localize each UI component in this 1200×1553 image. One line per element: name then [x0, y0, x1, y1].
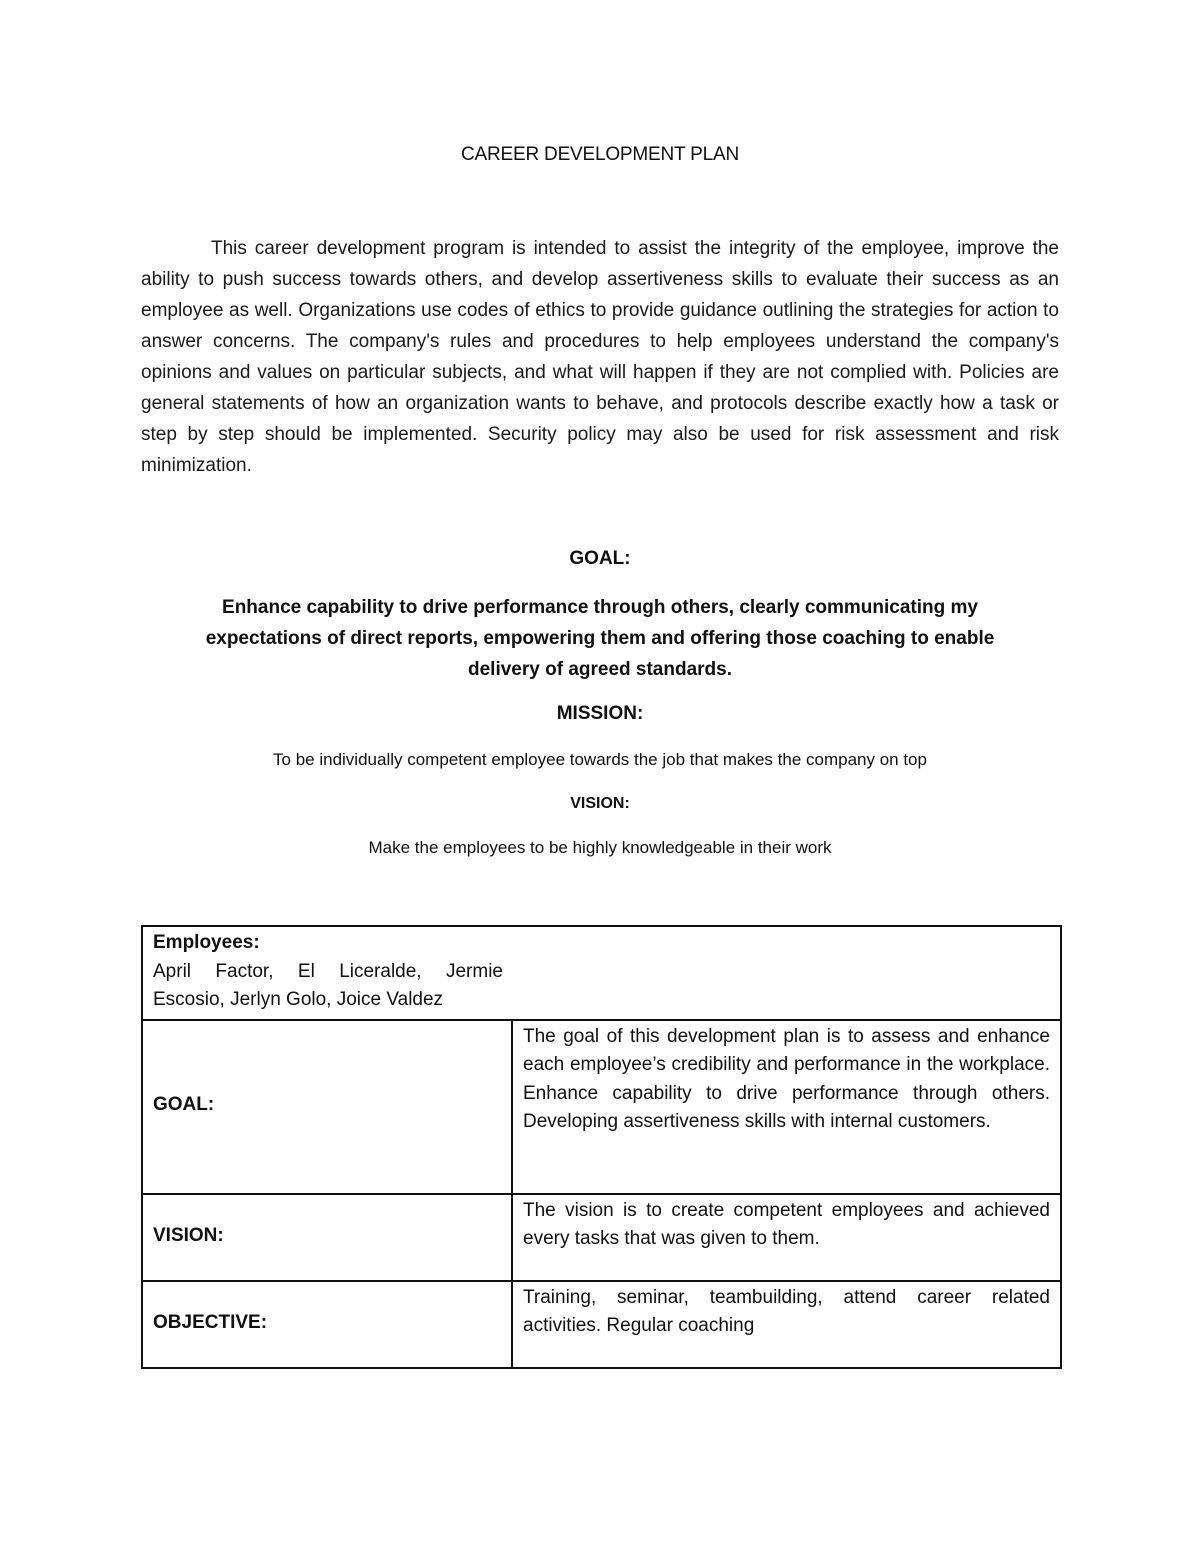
table-row-employees	[142, 926, 1061, 1020]
employees-cell	[142, 926, 1061, 1020]
page-title: CAREER DEVELOPMENT PLAN	[460, 144, 740, 165]
row-label-objective: OBJECTIVE:	[142, 1281, 512, 1368]
mission-statement: To be individually competent employee towards the job that makes the company on top	[273, 750, 927, 769]
vision-statement: Make the employees to be highly knowledgeable in their work	[368, 838, 832, 857]
row-content-objective: Training, seminar, teambuilding, attend career related activities. Regular coaching	[512, 1281, 1061, 1368]
row-label-goal: GOAL:	[142, 1020, 512, 1194]
goal-statement: Enhance capability to drive performance through others, clearly communicating my expectations of direct reports, empowering them and offering those coaching to enable delivery of agreed standards.	[205, 597, 995, 680]
table-row-vision	[142, 1194, 1061, 1281]
row-label-vision: VISION:	[142, 1194, 512, 1281]
intro-paragraph: This career development program is intended to assist the integrity of the employee, improve the ability to push success towards others, and develop assertiveness skills to evaluate their success as an employee as well. Organizations use codes of ethics to provide guidance outlining the strategies for action to answer concerns. The company's rules and procedures to help employees understand the company's opinions and values on particular subjects, and what will happen if they are not complied with. Policies are general statements of how an organization wants to behave, and protocols describe exactly how a task or step by step should be implemented. Security policy may also be used for risk assessment and risk minimization.	[141, 238, 1059, 476]
mission-heading: MISSION:	[556, 703, 644, 724]
employees-label: Employees:	[153, 932, 260, 953]
table-row-goal	[142, 1020, 1061, 1194]
row-content-vision: The vision is to create competent employees and achieved every tasks that was given to them.	[512, 1194, 1061, 1281]
goal-heading: GOAL:	[569, 548, 631, 569]
table-row-objective	[142, 1281, 1061, 1368]
plan-table	[141, 925, 1062, 1369]
row-content-goal: The goal of this development plan is to assess and enhance each employee’s credibility and performance in the workplace. Enhance capability to drive performance through others. Developing assertiveness skills with internal customers.	[512, 1020, 1061, 1194]
vision-heading: VISION:	[570, 795, 630, 812]
employees-names: April Factor, El Liceralde, Jermie Escosio, Jerlyn Golo, Joice Valdez	[153, 960, 503, 1010]
